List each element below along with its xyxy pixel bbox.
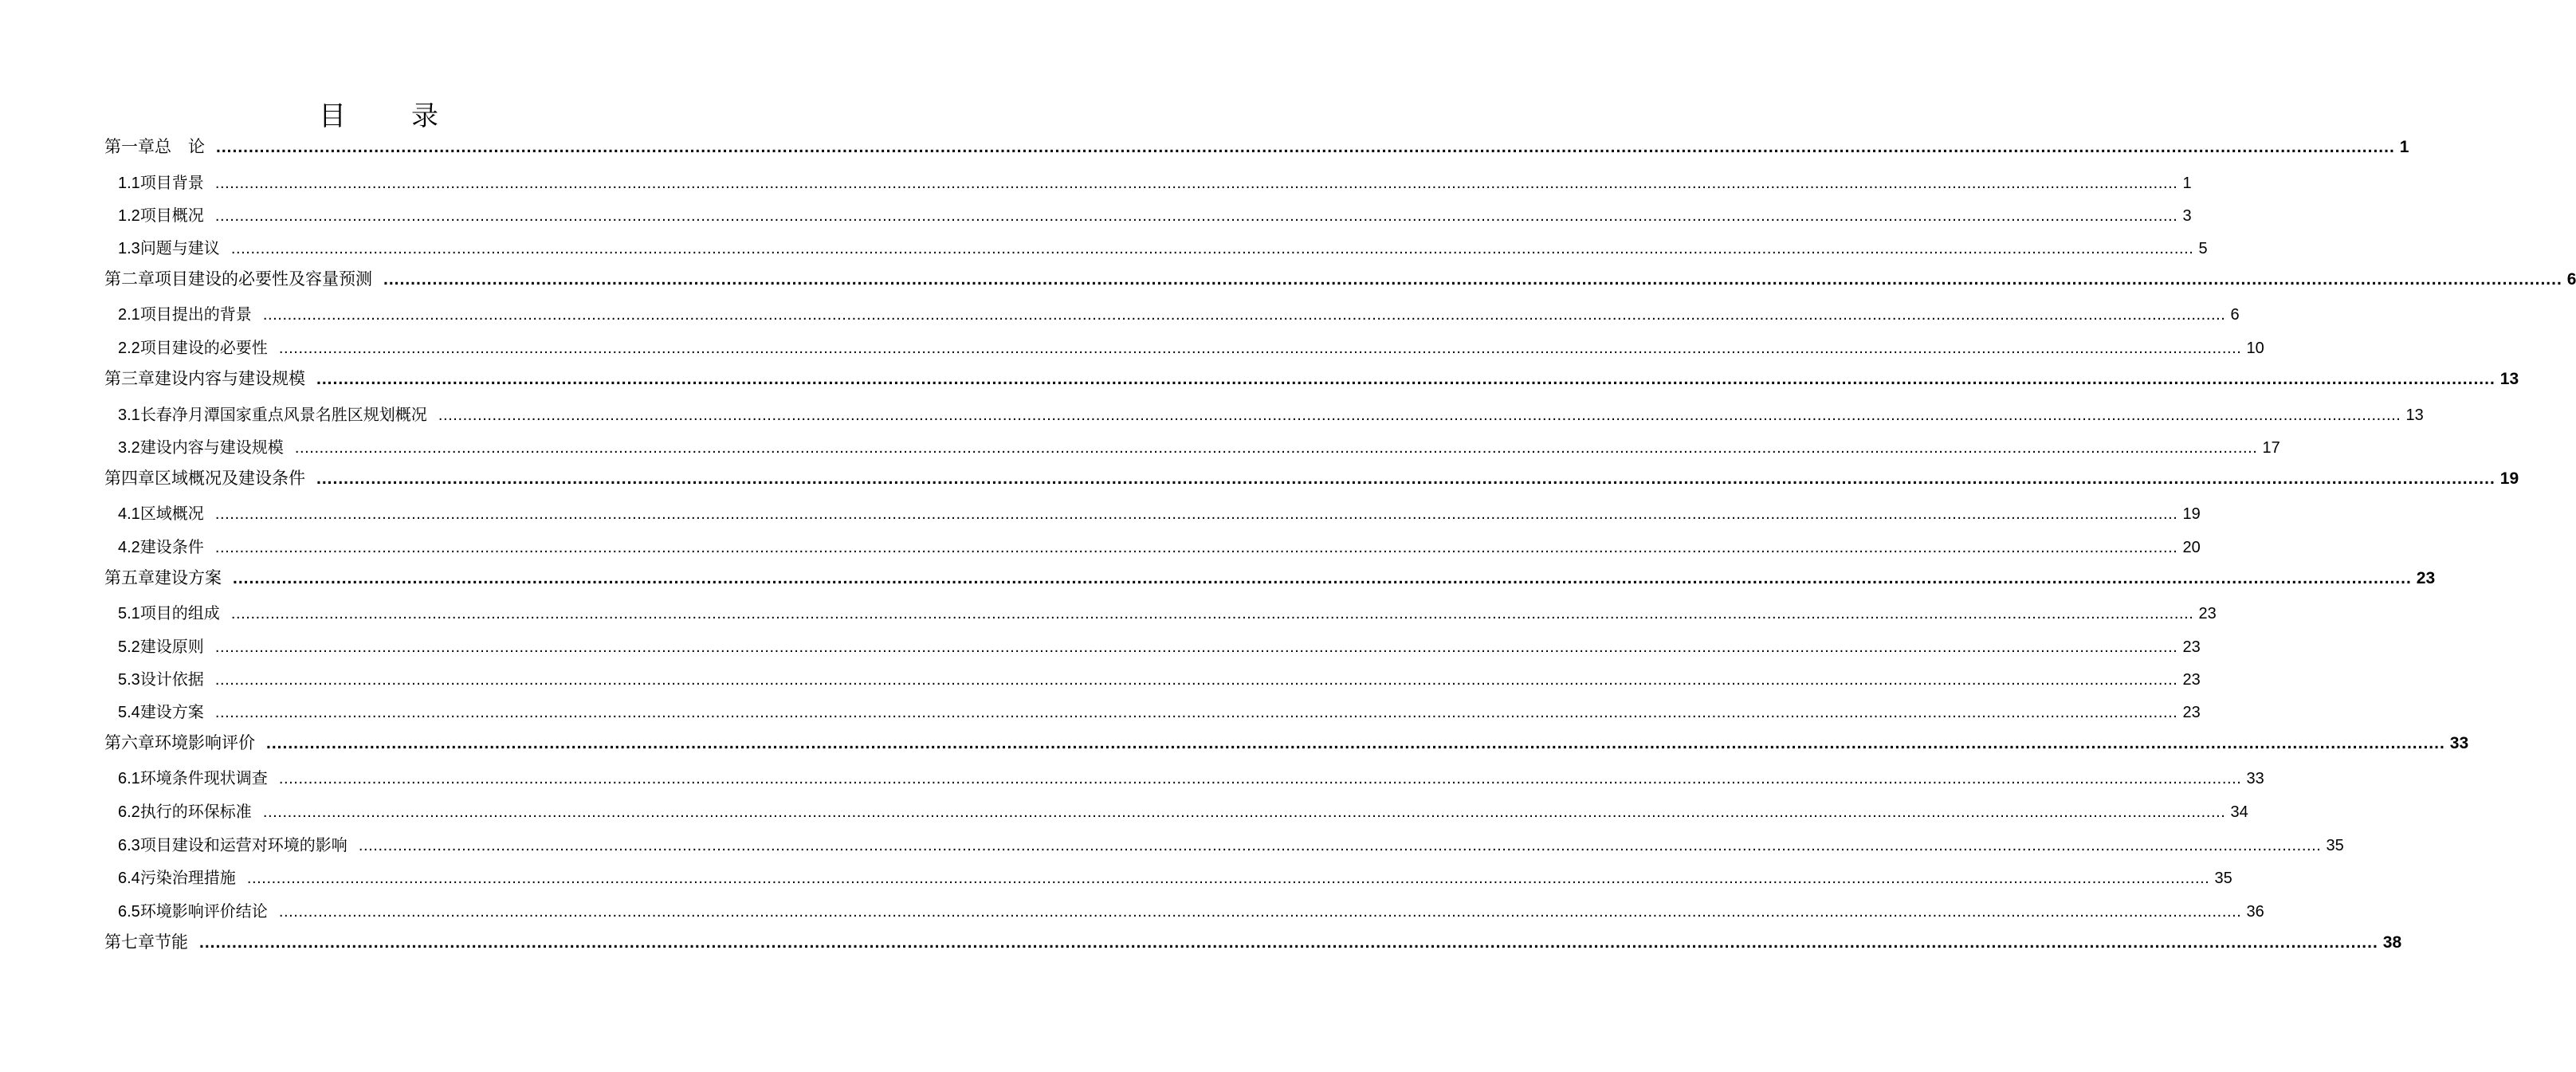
toc-entry-number: 5.3 <box>118 671 140 689</box>
toc-section-row <box>118 699 2201 722</box>
toc-page-number: 19 <box>2499 469 2519 488</box>
toc-chapter-row <box>104 465 2519 489</box>
toc-page-number: 33 <box>2246 770 2264 787</box>
toc-page-number: 6 <box>2566 270 2576 289</box>
toc-page-number: 17 <box>2262 439 2280 457</box>
toc-dot-leader: ................................................................................................................................................................................................................................................................................................................................................................................................................ <box>214 638 2178 656</box>
toc-entry-title: 项目提出的背景 <box>139 304 252 324</box>
toc-section-row <box>118 402 2424 425</box>
toc-page-number: 5 <box>2198 240 2208 257</box>
toc-page-number: 23 <box>2182 704 2201 721</box>
toc-entry-title: 建设方案 <box>155 568 222 587</box>
toc-section-row <box>118 335 2264 358</box>
toc-section-row <box>118 765 2264 788</box>
toc-section-row <box>118 434 2280 457</box>
toc-entry-number: 第三章 <box>104 369 155 388</box>
toc-section-row <box>118 634 2201 657</box>
toc-entry-number: 第四章 <box>104 469 155 488</box>
toc-section-row <box>118 898 2264 921</box>
toc-page-number: 1 <box>2182 175 2192 192</box>
toc-page-number: 13 <box>2499 370 2519 388</box>
toc-page-number: 6 <box>2230 306 2240 324</box>
toc-title: 目录 <box>319 100 504 132</box>
toc-entry-title: 污染治理措施 <box>139 868 236 887</box>
toc-entry-title: 项目概况 <box>139 206 204 225</box>
toc-entry-title: 问题与建议 <box>139 238 220 257</box>
toc-dot-leader: ................................................................................................................................................................................................................................................................................................................................................................................................................ <box>216 138 2395 156</box>
toc-entry-number: 第一章 <box>104 137 155 156</box>
toc-entry-title: 环境影响评价 <box>155 733 255 752</box>
toc-dot-leader: ................................................................................................................................................................................................................................................................................................................................................................................................................ <box>278 903 2242 921</box>
toc-dot-leader: ................................................................................................................................................................................................................................................................................................................................................................................................................ <box>383 270 2562 289</box>
toc-dot-leader: ................................................................................................................................................................................................................................................................................................................................................................................................................ <box>246 870 2210 887</box>
toc-page-number: 23 <box>2416 569 2436 587</box>
toc-section-row <box>118 799 2248 822</box>
toc-entry-title: 建设原则 <box>139 637 204 656</box>
toc-section-row <box>118 301 2240 324</box>
toc-page-number: 20 <box>2182 539 2201 556</box>
toc-dot-leader: ................................................................................................................................................................................................................................................................................................................................................................................................................ <box>214 207 2178 225</box>
toc-page-number: 1 <box>2399 138 2409 156</box>
toc-entry-title: 建设条件 <box>139 537 204 556</box>
toc-chapter-row <box>104 266 2576 290</box>
toc-entry-title: 建设方案 <box>139 702 204 721</box>
toc-dot-leader: ................................................................................................................................................................................................................................................................................................................................................................................................................ <box>214 505 2178 523</box>
toc-entry-number: 2.2 <box>118 340 140 357</box>
toc-dot-leader: ................................................................................................................................................................................................................................................................................................................................................................................................................ <box>233 569 2412 587</box>
toc-page-number: 34 <box>2230 803 2248 821</box>
toc-entry-number: 2.1 <box>118 306 140 324</box>
toc-dot-leader: ................................................................................................................................................................................................................................................................................................................................................................................................................ <box>266 734 2445 752</box>
toc-chapter-row <box>104 565 2436 589</box>
toc-page-number: 36 <box>2246 903 2264 921</box>
toc-entry-title: 项目建设和运营对环境的影响 <box>139 835 348 854</box>
toc-page-number: 35 <box>2326 837 2344 854</box>
toc-entry-number: 6.3 <box>118 837 140 854</box>
toc-entry-title: 项目建设的必要性 <box>139 338 268 357</box>
toc-entry-title: 环境影响评价结论 <box>139 901 268 921</box>
toc-entry-title: 节能 <box>155 933 188 952</box>
toc-entry-title: 项目背景 <box>139 173 204 192</box>
toc-dot-leader: ................................................................................................................................................................................................................................................................................................................................................................................................................ <box>230 240 2194 257</box>
toc-dot-leader: ................................................................................................................................................................................................................................................................................................................................................................................................................ <box>214 671 2178 689</box>
toc-page-number: 19 <box>2182 505 2201 523</box>
toc-page-number: 13 <box>2405 406 2424 424</box>
toc-dot-leader: ................................................................................................................................................................................................................................................................................................................................................................................................................ <box>316 469 2496 488</box>
toc-entry-number: 3.2 <box>118 439 140 457</box>
toc-entry-title: 执行的环保标准 <box>139 802 252 821</box>
toc-entry-number: 5.1 <box>118 605 140 622</box>
toc-entry-title: 总 论 <box>155 137 205 156</box>
toc-entry-number: 6.5 <box>118 903 140 921</box>
toc-chapter-row <box>104 366 2519 390</box>
toc-chapter-row <box>104 730 2469 754</box>
toc-entry-number: 1.2 <box>118 207 140 225</box>
toc-section-row <box>118 865 2232 888</box>
toc-entry-title: 区域概况及建设条件 <box>155 469 305 488</box>
toc-section-row <box>118 534 2201 557</box>
toc-dot-leader: ................................................................................................................................................................................................................................................................................................................................................................................................................ <box>214 704 2178 721</box>
toc-section-row <box>118 202 2192 226</box>
toc-dot-leader: ................................................................................................................................................................................................................................................................................................................................................................................................................ <box>358 837 2322 854</box>
toc-page-number: 23 <box>2182 671 2201 689</box>
toc-section-row <box>118 170 2192 193</box>
toc-entry-number: 第六章 <box>104 733 155 752</box>
toc-entry-number: 1.1 <box>118 175 140 192</box>
toc-entry-title: 设计依据 <box>139 670 204 689</box>
toc-entry-number: 5.4 <box>118 704 140 721</box>
toc-entry-title: 项目的组成 <box>139 603 220 622</box>
toc-page-number: 23 <box>2182 638 2201 656</box>
toc-entry-title: 长春净月潭国家重点风景名胜区规划概况 <box>139 405 427 424</box>
toc-entry-number: 6.4 <box>118 870 140 887</box>
toc-entry-number: 第七章 <box>104 933 155 952</box>
toc-section-row <box>118 501 2201 524</box>
toc-dot-leader: ................................................................................................................................................................................................................................................................................................................................................................................................................ <box>262 306 2226 324</box>
toc-dot-leader: ................................................................................................................................................................................................................................................................................................................................................................................................................ <box>278 770 2242 787</box>
toc-section-row <box>118 832 2344 855</box>
toc-page-number: 38 <box>2382 933 2402 952</box>
toc-entry-number: 5.2 <box>118 638 140 656</box>
toc-entry-title: 建设内容与建设规模 <box>139 438 284 457</box>
toc-entry-number: 3.1 <box>118 406 140 424</box>
toc-dot-leader: ................................................................................................................................................................................................................................................................................................................................................................................................................ <box>230 605 2194 622</box>
toc-chapter-row <box>104 929 2402 953</box>
toc-entry-number: 第五章 <box>104 568 155 587</box>
toc-section-row <box>118 666 2201 689</box>
toc-entry-number: 1.3 <box>118 240 140 257</box>
toc-dot-leader: ................................................................................................................................................................................................................................................................................................................................................................................................................ <box>438 406 2401 424</box>
toc-chapter-row <box>104 134 2409 158</box>
toc-dot-leader: ................................................................................................................................................................................................................................................................................................................................................................................................................ <box>262 803 2226 821</box>
toc-dot-leader: ................................................................................................................................................................................................................................................................................................................................................................................................................ <box>214 539 2178 556</box>
toc-entry-title: 区域概况 <box>139 504 204 523</box>
toc-entry-number: 6.2 <box>118 803 140 821</box>
toc-entry-title: 项目建设的必要性及容量预测 <box>155 269 372 289</box>
toc-dot-leader: ................................................................................................................................................................................................................................................................................................................................................................................................................ <box>316 370 2496 388</box>
toc-dot-leader: ................................................................................................................................................................................................................................................................................................................................................................................................................ <box>294 439 2258 457</box>
toc-entry-title: 建设内容与建设规模 <box>155 369 305 388</box>
toc-entry-number: 4.1 <box>118 505 140 523</box>
toc-entry-number: 第二章 <box>104 269 155 289</box>
toc-entry-number: 6.1 <box>118 770 140 787</box>
toc-page-number: 33 <box>2449 734 2469 752</box>
toc-dot-leader: ................................................................................................................................................................................................................................................................................................................................................................................................................ <box>278 340 2242 357</box>
toc-page-number: 3 <box>2182 207 2192 225</box>
toc-page-number: 10 <box>2246 340 2264 357</box>
toc-dot-leader: ................................................................................................................................................................................................................................................................................................................................................................................................................ <box>214 175 2178 192</box>
toc-page-number: 35 <box>2214 870 2232 887</box>
toc-page-number: 23 <box>2198 605 2217 622</box>
toc-entry-number: 4.2 <box>118 539 140 556</box>
toc-section-row <box>118 600 2217 623</box>
toc-section-row <box>118 235 2208 258</box>
toc-dot-leader: ................................................................................................................................................................................................................................................................................................................................................................................................................ <box>199 933 2378 952</box>
toc-entry-title: 环境条件现状调查 <box>139 768 268 787</box>
